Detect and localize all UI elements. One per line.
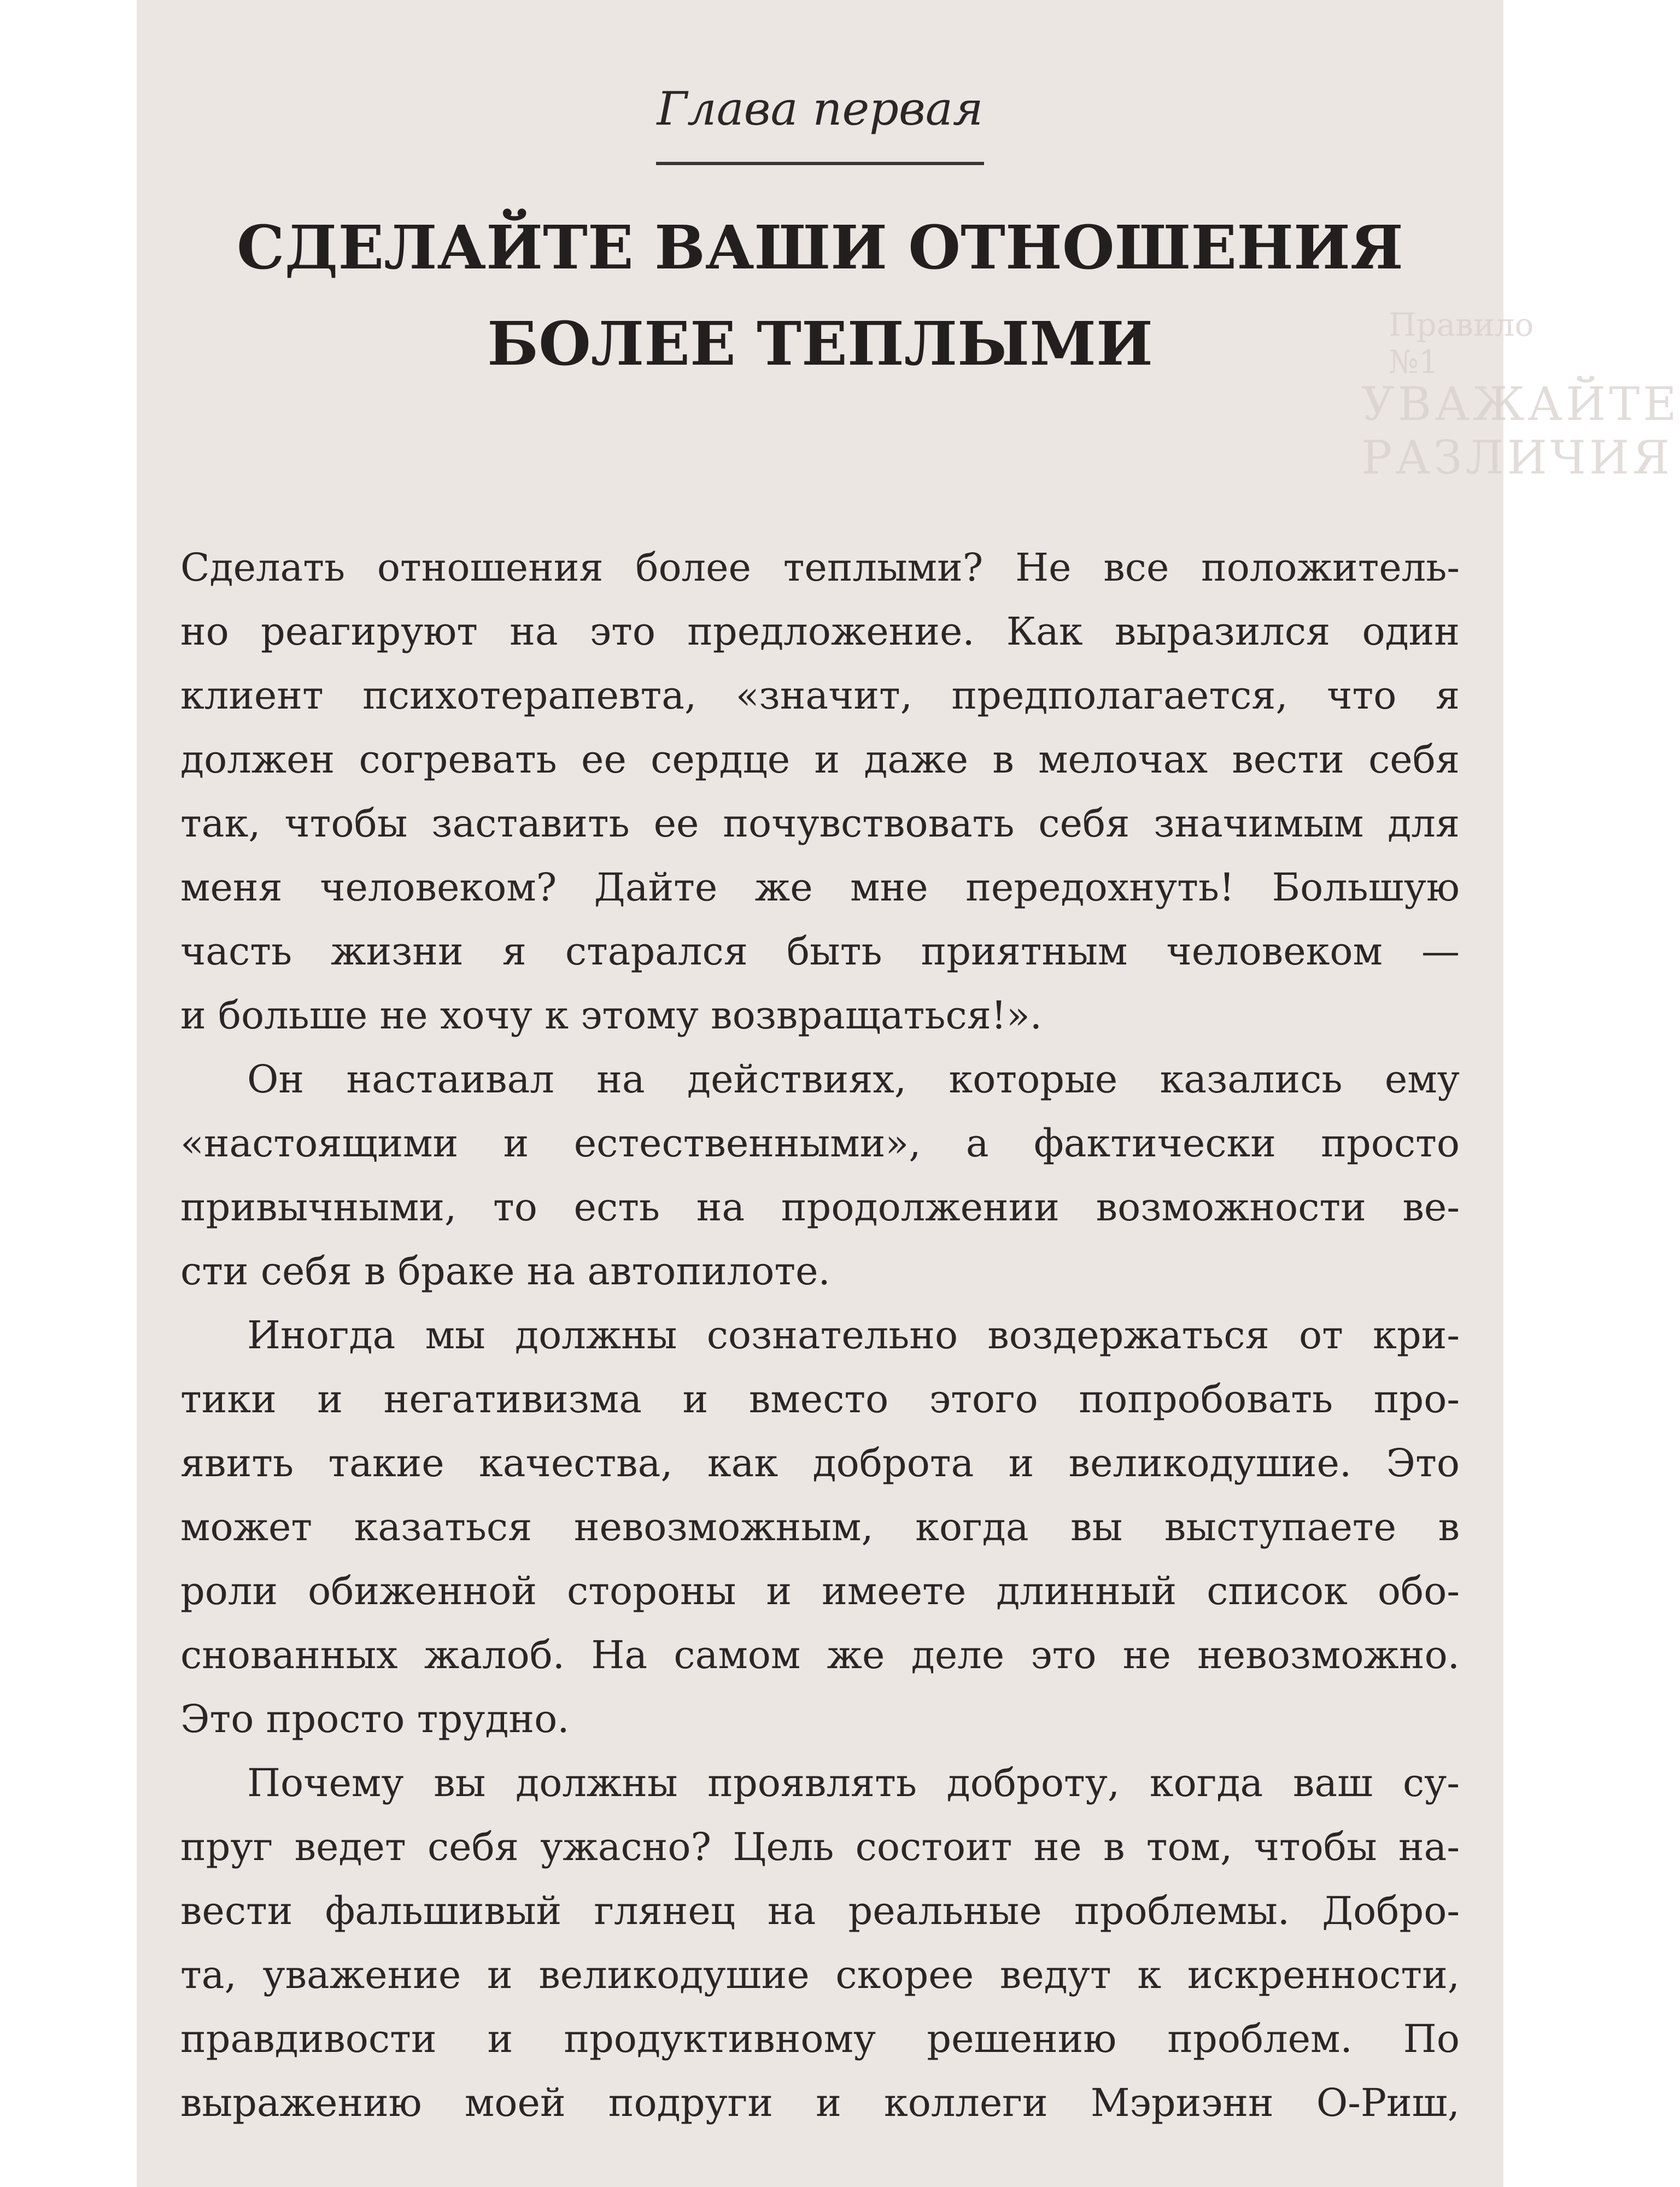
text-line: пруг ведет себя ужасно? Цель состоит не в том, чтобы на- xyxy=(180,1825,1460,1869)
text-line: та, уважение и великодушие скорее ведут к искренности, xyxy=(180,1952,1460,1997)
text-line: роли обиженной стороны и имеете длинный список обо- xyxy=(180,1569,1460,1613)
text-line: и больше не хочу к этому возвращаться!». xyxy=(180,993,1043,1038)
chapter-title-line: БОЛЕЕ ТЕПЛЫМИ xyxy=(487,308,1153,379)
text-line: но реагируют на это предложение. Как выразился один xyxy=(180,609,1460,654)
text-line: так, чтобы заставить ее почувствовать себя значимым для xyxy=(180,801,1460,846)
text-line: привычными, то есть на продолжении возможности ве- xyxy=(180,1185,1460,1230)
text-line: Это просто трудно. xyxy=(180,1697,570,1741)
text-line: часть жизни я старался быть приятным человеком — xyxy=(180,929,1460,974)
chapter-label: Глава первая xyxy=(657,82,984,136)
text-line: клиент психотерапевта, «значит, предполагается, что я xyxy=(180,673,1460,718)
text-line: тики и негативизма и вместо этого попробовать про- xyxy=(180,1377,1460,1422)
text-line: правдивости и продуктивному решению проблем. По xyxy=(180,2016,1460,2061)
bleed-through-text: Правило №1 xyxy=(1389,306,1534,381)
chapter-title-line: СДЕЛАЙТЕ ВАШИ ОТНОШЕНИЯ xyxy=(237,212,1403,283)
text-line: явить такие качества, как доброта и великодушие. Это xyxy=(180,1441,1460,1486)
text-line: Иногда мы должны сознательно воздержаться от кри- xyxy=(247,1313,1460,1358)
text-line: «настоящими и естественными», а фактически просто xyxy=(180,1121,1460,1166)
text-line: снованных жалоб. На самом же деле это не невозможно. xyxy=(180,1633,1460,1677)
text-line: Почему вы должны проявлять доброту, когда ваш су- xyxy=(247,1761,1460,1805)
text-line: должен согревать ее сердце и даже в мелочах вести себя xyxy=(180,737,1460,782)
text-line: меня человеком? Дайте же мне передохнуть! Большую xyxy=(180,865,1460,910)
chapter-title xyxy=(137,200,1503,392)
text-line: Он настаивал на действиях, которые казались ему xyxy=(247,1057,1460,1102)
text-line: сти себя в браке на автопилоте. xyxy=(180,1249,830,1294)
text-line: может казаться невозможным, когда вы выступаете в xyxy=(180,1505,1460,1549)
text-line: вести фальшивый глянец на реальные проблемы. Добро- xyxy=(180,1888,1460,1933)
body-text xyxy=(180,536,1460,2135)
text-line: выражению моей подруги и коллеги Мэриэнн О-Риш, xyxy=(180,2080,1460,2125)
book-page xyxy=(137,0,1680,2187)
bleed-through-heading: УВАЖАЙТЕ РАЗЛИЧИЯ xyxy=(1361,377,1680,484)
chapter-divider xyxy=(656,162,984,165)
text-line: Сделать отношения более теплыми? Не все положитель- xyxy=(180,545,1460,590)
